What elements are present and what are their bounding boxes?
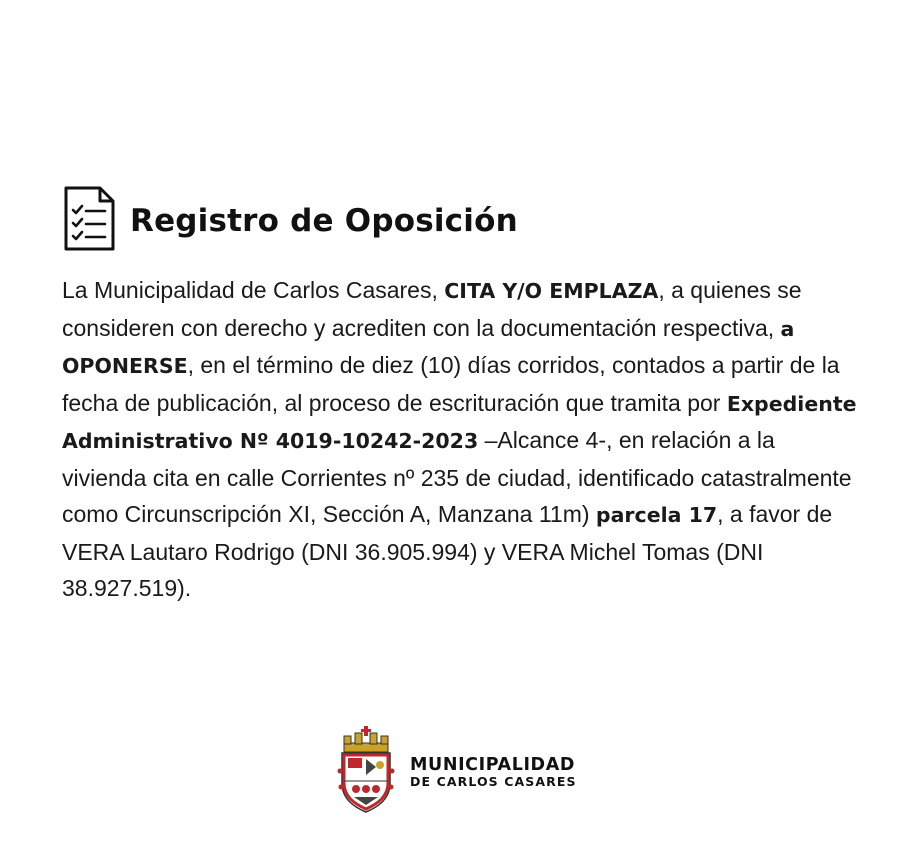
notice-text-2: , a quienes se consideren con derecho y acrediten con la documentación respectiva, [62, 277, 802, 341]
footer-logo [336, 725, 577, 819]
notice-text-4: –Alcance 4-, en relación a la vivienda cita en calle Corrientes nº 235 de ciudad, identificado catastralmente como Circunscripción XI, Sección A, Manzana 11m) [62, 427, 852, 527]
organization-line-1: MUNICIPALIDAD [410, 754, 575, 775]
notice-text-1: La Municipalidad de Carlos Casares, [62, 277, 445, 303]
notice-bold-expediente: Expediente Administrativo Nº 4019-10242-2023 [62, 391, 857, 453]
notice-bold-parcela: parcela 17 [595, 503, 718, 527]
municipal-crest-icon [336, 725, 396, 819]
organization-name [410, 755, 577, 790]
notice-text-3: , en el término de diez (10) días corridos, contados a partir de la fecha de publicación, al proceso de escrituración que tramita por [62, 352, 840, 416]
page-title: Registro de Oposición [130, 203, 518, 239]
header [62, 186, 518, 256]
notice-bold-cita: CITA Y/O EMPLAZA [444, 279, 659, 303]
notice-bold-oponerse: a OPONERSE [62, 316, 795, 378]
notice-text-5: , a favor de VERA Lautaro Rodrigo (DNI 36.905.994) y VERA Michel Tomas (DNI 38.927.519). [62, 501, 833, 601]
checklist-document-icon [62, 186, 116, 256]
organization-line-2: DE CARLOS CASARES [410, 773, 577, 789]
notice-body [62, 272, 862, 607]
